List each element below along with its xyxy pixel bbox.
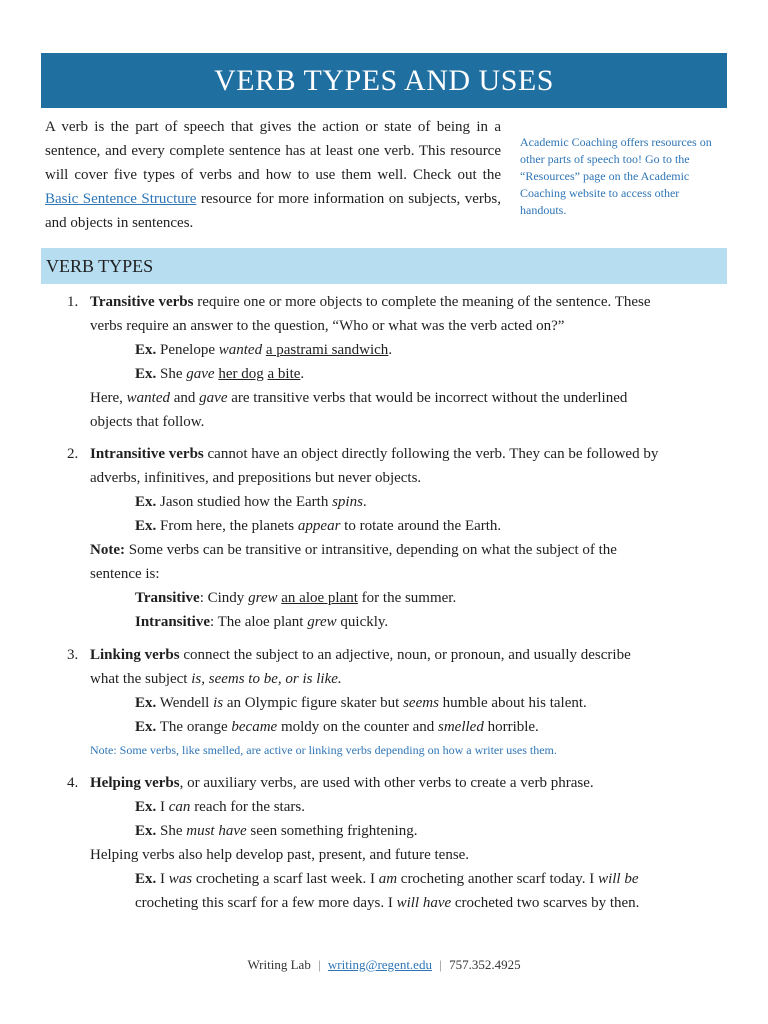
intransitive-example-line (135, 610, 388, 634)
example-verb: grew (248, 590, 278, 606)
example-text: to rotate around the Earth. (340, 518, 502, 534)
example-text: She (156, 823, 187, 839)
page-title-banner (41, 53, 727, 108)
example-verb: appear (297, 518, 341, 534)
footer (0, 957, 768, 973)
term-linking: Linking verbs (90, 647, 180, 663)
page-title: VERB TYPES AND USES (214, 63, 554, 97)
example-verb: is (213, 695, 224, 711)
note-label: Note: (90, 542, 125, 558)
linking-note: Note: Some verbs, like smelled, are active or linking verbs depending on how a writer uses them. (90, 743, 557, 757)
footer-separator: | (439, 957, 442, 972)
example-verb: spins (332, 494, 363, 510)
example-line (135, 795, 305, 819)
example-label: Ex. (135, 871, 157, 887)
example-text: . (362, 494, 367, 510)
footer-phone: 757.352.4925 (449, 957, 521, 972)
linking-definition-line-2 (90, 667, 342, 691)
example-verb: can (168, 799, 191, 815)
helping-tense-line: Helping verbs also help develop past, present, and future tense. (90, 847, 470, 863)
example-text: horrible. (483, 719, 539, 735)
definition-text: cannot have an object directly following the verb. They can be followed by (203, 446, 659, 462)
explanation-verb: gave (199, 390, 228, 406)
example-label: Ex. (135, 719, 157, 735)
example-text: . (388, 342, 393, 358)
sidenote: Academic Coaching offers resources on other parts of speech too! Go to the “Resources” page on the Academic Coaching website to access other handouts. (520, 135, 712, 217)
definition-text: , or auxiliary verbs, are used with other verbs to create a verb phrase. (179, 775, 594, 791)
footer-separator: | (318, 957, 321, 972)
transitive-explanation-line-1 (90, 386, 627, 410)
definition-italic: is, seems to be, or is like. (191, 671, 342, 687)
example-label: Ex. (135, 799, 157, 815)
example-label: Ex. (135, 518, 157, 534)
example-text: : The aloe plant (210, 614, 308, 630)
example-verb: was (168, 871, 193, 887)
linking-definition-line-1 (90, 643, 631, 667)
example-label: Ex. (135, 366, 157, 382)
example-line (135, 691, 587, 715)
definition-text: connect the subject to an adjective, noun, or pronoun, and usually describe (179, 647, 631, 663)
example-verb: am (378, 871, 398, 887)
footer-email-link[interactable]: writing@regent.edu (327, 957, 432, 972)
example-verb: wanted (218, 342, 263, 358)
helping-definition-line-1 (90, 771, 594, 795)
example-text: crocheted two scarves by then. (451, 895, 640, 911)
example-line (135, 490, 367, 514)
example-object: a bite (267, 366, 301, 382)
definition-text: what the subject (90, 671, 192, 687)
transitive-definition-line-1 (90, 290, 651, 314)
example-object: a pastrami sandwich (265, 342, 389, 358)
example-verb: smelled (438, 719, 484, 735)
example-text: : Cindy (199, 590, 249, 606)
term-transitive: Transitive verbs (90, 294, 194, 310)
note-text: Some verbs can be transitive or intransitive, depending on what the subject of the (124, 542, 617, 558)
intro-text-1: A verb is the part of speech that gives the action or state of being in a sentence, and every complete sentence has at least one verb. This resource will cover five types of verbs and how to use them well. Check out the (45, 119, 501, 183)
example-text: reach for the stars. (190, 799, 305, 815)
example-verb: will have (396, 895, 452, 911)
example-text: humble about his talent. (438, 695, 587, 711)
transitive-explanation-line-2: objects that follow. (90, 414, 205, 430)
transitive-definition-line-2: verbs require an answer to the question, “Who or what was the verb acted on?” (90, 318, 565, 334)
example-text: Wendell (156, 695, 214, 711)
example-label: Transitive (135, 590, 200, 606)
intransitive-definition-line-1 (90, 442, 658, 466)
example-line (135, 819, 417, 843)
intro-paragraph (45, 115, 501, 235)
footer-lab-name: Writing Lab (247, 957, 311, 972)
example-label: Ex. (135, 823, 157, 839)
example-text: crocheting another scarf today. I (397, 871, 599, 887)
section-title: VERB TYPES (46, 255, 154, 276)
example-line (135, 362, 304, 386)
example-verb: grew (307, 614, 337, 630)
example-line (135, 514, 501, 538)
item-number: 1. (67, 294, 79, 310)
intransitive-definition-line-2: adverbs, infinitives, and prepositions but never objects. (90, 470, 422, 486)
explanation-verb: wanted (126, 390, 170, 406)
example-label: Intransitive (135, 614, 210, 630)
example-text: seen something frightening. (246, 823, 418, 839)
example-text: The orange (156, 719, 232, 735)
explanation-text: and (170, 390, 200, 406)
example-text: crocheting this scarf for a few more days. I (135, 895, 397, 911)
example-verb: gave (186, 366, 215, 382)
example-verb: became (231, 719, 278, 735)
example-text: Jason studied how the Earth (156, 494, 333, 510)
example-text: for the summer. (357, 590, 457, 606)
item-number: 2. (67, 446, 79, 462)
term-helping: Helping verbs (90, 775, 180, 791)
intro-text-2: resource for more information on subjects, verbs, and objects in sentences. (45, 191, 501, 231)
example-line (135, 891, 639, 915)
example-label: Ex. (135, 494, 157, 510)
example-object: an aloe plant (281, 590, 358, 606)
section-header-verb-types (41, 248, 727, 284)
example-line (135, 338, 392, 362)
example-label: Ex. (135, 342, 157, 358)
basic-sentence-structure-link[interactable]: Basic Sentence Structure (45, 191, 197, 207)
example-text: She (156, 366, 187, 382)
intransitive-note-line-1 (90, 538, 617, 562)
definition-text: require one or more objects to complete the meaning of the sentence. These (193, 294, 651, 310)
item-number: 4. (67, 775, 79, 791)
example-text: crocheting a scarf last week. I (192, 871, 379, 887)
example-text: an Olympic figure skater but (223, 695, 404, 711)
example-text: I (156, 871, 169, 887)
example-verb: will be (598, 871, 639, 887)
example-line (135, 715, 539, 739)
example-label: Ex. (135, 695, 157, 711)
example-verb: must have (186, 823, 247, 839)
intransitive-note-line-2: sentence is: (90, 566, 160, 582)
explanation-text: are transitive verbs that would be incorrect without the underlined (227, 390, 628, 406)
example-line (135, 867, 638, 891)
example-object: her dog (218, 366, 264, 382)
example-text: moldy on the counter and (277, 719, 438, 735)
term-intransitive: Intransitive verbs (90, 446, 204, 462)
example-text: quickly. (336, 614, 389, 630)
example-text: Penelope (156, 342, 219, 358)
example-verb: seems (403, 695, 439, 711)
item-number: 3. (67, 647, 79, 663)
transitive-example-line (135, 586, 456, 610)
example-text: I (156, 799, 169, 815)
explanation-text: Here, (90, 390, 127, 406)
example-text: From here, the planets (156, 518, 298, 534)
example-text: . (300, 366, 305, 382)
